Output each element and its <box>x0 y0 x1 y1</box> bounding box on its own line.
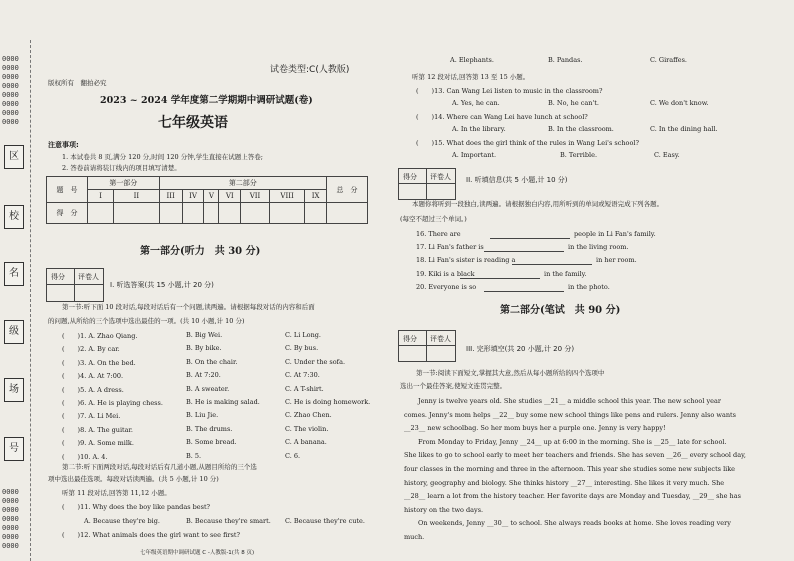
passage-line: __23__ new schoolbag. So her mom buys her a purple one. Jenny is very happy! <box>404 424 666 433</box>
score-box-2 <box>398 168 456 200</box>
question-option-b: B. He is making salad. <box>186 398 260 406</box>
question-14: ( )14. Where can Wang Lei have lunch at school? <box>416 113 588 121</box>
binding-holes-bottom: 0000 0000 0000 0000 0000 0000 0000 <box>2 488 19 550</box>
question-stem-option-a: ( )6. A. He is playing chess. <box>62 399 163 407</box>
score-col-1: I <box>88 190 114 203</box>
q13-option-b: B. No, he can't. <box>548 99 599 107</box>
question-option-c: C. Li Long. <box>285 331 321 339</box>
question-option-c: C. 6. <box>285 451 301 460</box>
score-table-total: 总 分 <box>327 177 368 203</box>
binding-holes: 0000 0000 0000 0000 0000 0000 0000 0000 <box>2 55 19 126</box>
question-option-c: C. A T-shirt. <box>285 384 324 393</box>
binding-label-class: 级 <box>4 320 24 344</box>
score-col-3: III <box>159 190 182 203</box>
question-option-b: B. Some bread. <box>186 438 237 447</box>
question-option-b: B. 5. <box>186 451 202 460</box>
question-stem-option-a: ( )10. A. 4. <box>62 452 108 461</box>
q15-option-b: B. Terrible. <box>560 151 598 159</box>
score-box-1-score: 得分 <box>51 273 65 281</box>
score-col-5: V <box>204 190 219 203</box>
sec2-title: II. 听填信息(共 5 小题,计 10 分) <box>466 176 568 184</box>
fill-prefix: 19. Kiki is a black <box>416 269 475 278</box>
fill-suffix: people in Li Fan's family. <box>574 230 656 238</box>
sec1-intro-b: 的问题,从所给的三个选项中选出最佳的一项。(共 10 小题,计 10 分) <box>48 317 245 325</box>
fill-blank-line[interactable] <box>460 278 540 279</box>
binding-label-room: 场 <box>4 378 24 402</box>
binding-label-number: 号 <box>4 437 24 461</box>
score-col-6: VI <box>219 190 241 203</box>
question-option-c: C. He is doing homework. <box>285 398 371 406</box>
passage-line: Jenny is twelve years old. She studies __21__ a middle school this year. The new school year <box>418 397 721 405</box>
score-box-1 <box>46 268 104 302</box>
question-15: ( )15. What does the girl think of the rules in Wang Lei's school? <box>416 139 639 147</box>
question-stem-option-a: ( )5. A. A dress. <box>62 385 124 394</box>
q12-option-a: A. Elephants. <box>450 56 494 64</box>
question-option-c: C. At 7:30. <box>285 371 320 380</box>
fill-suffix: in the living room. <box>568 243 629 252</box>
passage-line: On weekends, Jenny __30__ to school. She always reads books at home. She loves reading very <box>418 519 731 528</box>
score-box-2-score: 得分 <box>403 173 417 181</box>
fill-blank-line[interactable] <box>512 264 592 265</box>
fill-prefix: 20. Everyone is so <box>416 282 477 291</box>
question-stem-option-a: ( )3. A. On the bed. <box>62 358 136 367</box>
binding-label-district: 区 <box>4 145 24 169</box>
passage-line: four classes in the morning and three in the afternoon. This year she studies some new subjects like <box>404 465 736 473</box>
score-box-1-reviewer: 评卷人 <box>78 273 99 281</box>
q11-option-a: A. Because they're big. <box>84 517 160 525</box>
passage-line: comes. Jenny's mom helps __22__ buy some new school things like pens and rulers. Jenny also wants <box>404 410 736 419</box>
part2-title: 第二部分(笔试 共 90 分) <box>500 305 621 316</box>
score-box-3-reviewer: 评卷人 <box>430 335 451 343</box>
q14-option-c: C. In the dining hall. <box>650 125 718 133</box>
question-13: ( )13. Can Wang Lei listen to music in the classroom? <box>416 87 603 95</box>
question-stem-option-a: ( )9. A. Some milk. <box>62 439 134 448</box>
sec2-intro-b: 项中选出最佳选项。每段对话读两遍。(共 5 小题,计 10 分) <box>48 475 219 483</box>
score-col-4: IV <box>182 190 204 203</box>
score-table <box>46 176 368 224</box>
fill-prefix: 18. Li Fan's sister is reading a <box>416 256 516 265</box>
part1-title: 第一部分(听力 共 30 分) <box>140 246 261 257</box>
binding-label-name: 名 <box>4 262 24 286</box>
question-option-c: C. The violin. <box>285 424 329 433</box>
fill-blank-line[interactable] <box>490 238 570 239</box>
sec2-intro-a: 第二节:听下面两段对话,每段对话后有几道小题,从题目所给的三个选 <box>62 463 257 471</box>
fill-blank-line[interactable] <box>484 251 564 252</box>
q15-option-a: A. Important. <box>452 151 497 159</box>
note-1: 1. 本试卷共 8 页,满分 120 分,时间 120 分钟,学生直接在试题上答卷; <box>62 153 264 161</box>
dialog-12-note: 听第 12 段对话,回答第 13 至 15 小题。 <box>412 73 530 81</box>
score-col-8: VIII <box>269 190 304 203</box>
score-table-score-label: 得 分 <box>47 203 88 224</box>
question-option-c: C. Zhao Chen. <box>285 411 332 420</box>
fill-suffix: in her room. <box>596 256 637 265</box>
score-col-9: IX <box>305 190 327 203</box>
passage-line: She likes to go to school early to meet her teachers and friends. She has seven __26__ every school day, <box>404 451 746 460</box>
cloze-intro-b: 选出一个最佳答案,使短文连贯完整。 <box>400 382 507 390</box>
question-stem-option-a: ( )7. A. Li Mei. <box>62 412 121 421</box>
question-11: ( )11. Why does the boy like pandas best? <box>62 503 211 511</box>
question-option-b: B. The drums. <box>186 424 233 433</box>
q12-option-c: C. Giraffes. <box>650 56 687 64</box>
passage-line: much. <box>404 533 425 541</box>
score-box-2-reviewer: 评卷人 <box>430 173 451 181</box>
sec3-title: III. 完形填空(共 20 小题,计 20 分) <box>466 345 575 353</box>
score-col-2: II <box>114 190 159 203</box>
q11-option-c: C. Because they're cute. <box>285 517 365 525</box>
fill-suffix: in the family. <box>544 269 587 278</box>
score-table-part2: 第二部分 <box>159 177 326 190</box>
question-option-c: C. A banana. <box>285 438 327 447</box>
q14-option-b: B. In the classroom. <box>548 125 614 133</box>
question-option-b: B. At 7:20. <box>186 371 221 380</box>
passage-line: history, geography and biology. She thinks history __27__ interesting. She likes it very much. She <box>404 478 725 487</box>
q13-option-c: C. We don't know. <box>650 99 709 107</box>
q11-option-b: B. Because they're smart. <box>186 517 271 525</box>
q14-option-a: A. In the library. <box>452 125 506 133</box>
paper-type: 试卷类型:C(人教版) <box>270 65 350 75</box>
fill-prefix: 16. There are <box>416 230 461 238</box>
exam-title: 2023 ~ 2024 学年度第二学期期中调研试题(卷) <box>100 95 313 106</box>
question-stem-option-a: ( )2. A. By car. <box>62 345 120 354</box>
page-footer: 七年级英语期中调研试题 C -人教版-1(共 8 页) <box>140 550 255 556</box>
cloze-intro-a: 第一节:阅读下面短文,掌握其大意,然后从每小题所给的四个选项中 <box>416 369 605 377</box>
sec1-title: I. 听选答案(共 15 小题,计 20 分) <box>110 281 214 289</box>
question-stem-option-a: ( )1. A. Zhao Qiang. <box>62 332 138 340</box>
copyright: 版权所有 翻拍必究 <box>48 79 107 87</box>
score-box-3 <box>398 330 456 362</box>
q12-option-b: B. Pandas. <box>548 56 583 64</box>
passage-line: __28__ learn a lot from the history teacher. Her favorite days are Monday and Tuesday, __29__ she has <box>404 492 741 501</box>
fill-suffix: in the photo. <box>568 282 610 291</box>
subject-title: 七年级英语 <box>158 115 228 131</box>
score-table-part1: 第一部分 <box>88 177 160 190</box>
note-2: 2. 答卷前请将装订线内的项目填写清楚。 <box>62 164 181 172</box>
question-option-c: C. By bus. <box>285 344 319 353</box>
score-col-7: VII <box>241 190 270 203</box>
sec1-intro-a: 第一节:听下面 10 段对话,每段对话后有一个问题,读两遍。请根据每段对话的内容和后面 <box>62 303 315 311</box>
question-option-b: B. Liu Jie. <box>186 411 219 420</box>
question-option-b: B. A sweater. <box>186 384 230 393</box>
sec2b-intro-a: 本题你将听到一段独白,读两遍。请根据独白内容,用所听到的单词或短语完成下列各题。 <box>412 200 664 208</box>
question-option-b: B. Big Wei. <box>186 331 223 339</box>
passage-line: From Monday to Friday, Jenny __24__ up at 6:00 in the morning. She is __25__ late for school. <box>418 437 727 446</box>
fill-prefix: 17. Li Fan's father is <box>416 243 484 252</box>
question-option-b: B. By bike. <box>186 344 222 353</box>
seal-line <box>30 40 31 561</box>
binding-label-school: 校 <box>4 205 24 229</box>
fill-blank-line[interactable] <box>484 291 564 292</box>
score-box-3-score: 得分 <box>403 335 417 343</box>
score-table-row-label: 题 号 <box>47 177 88 203</box>
passage-line: history on the two days. <box>404 505 484 514</box>
notes-heading: 注意事项: <box>48 141 79 149</box>
question-12: ( )12. What animals does the girl want to see first? <box>62 531 240 539</box>
question-stem-option-a: ( )4. A. At 7:00. <box>62 372 124 381</box>
sec2b-intro-b: (每空不超过三个单词。) <box>400 215 467 223</box>
dialog-11-note: 听第 11 段对话,回答第 11,12 小题。 <box>62 489 171 497</box>
question-stem-option-a: ( )8. A. The guitar. <box>62 425 133 434</box>
question-option-c: C. Under the sofa. <box>285 357 346 366</box>
q13-option-a: A. Yes, he can. <box>452 99 500 107</box>
q15-option-c: C. Easy. <box>654 151 680 159</box>
question-option-b: B. On the chair. <box>186 357 238 366</box>
